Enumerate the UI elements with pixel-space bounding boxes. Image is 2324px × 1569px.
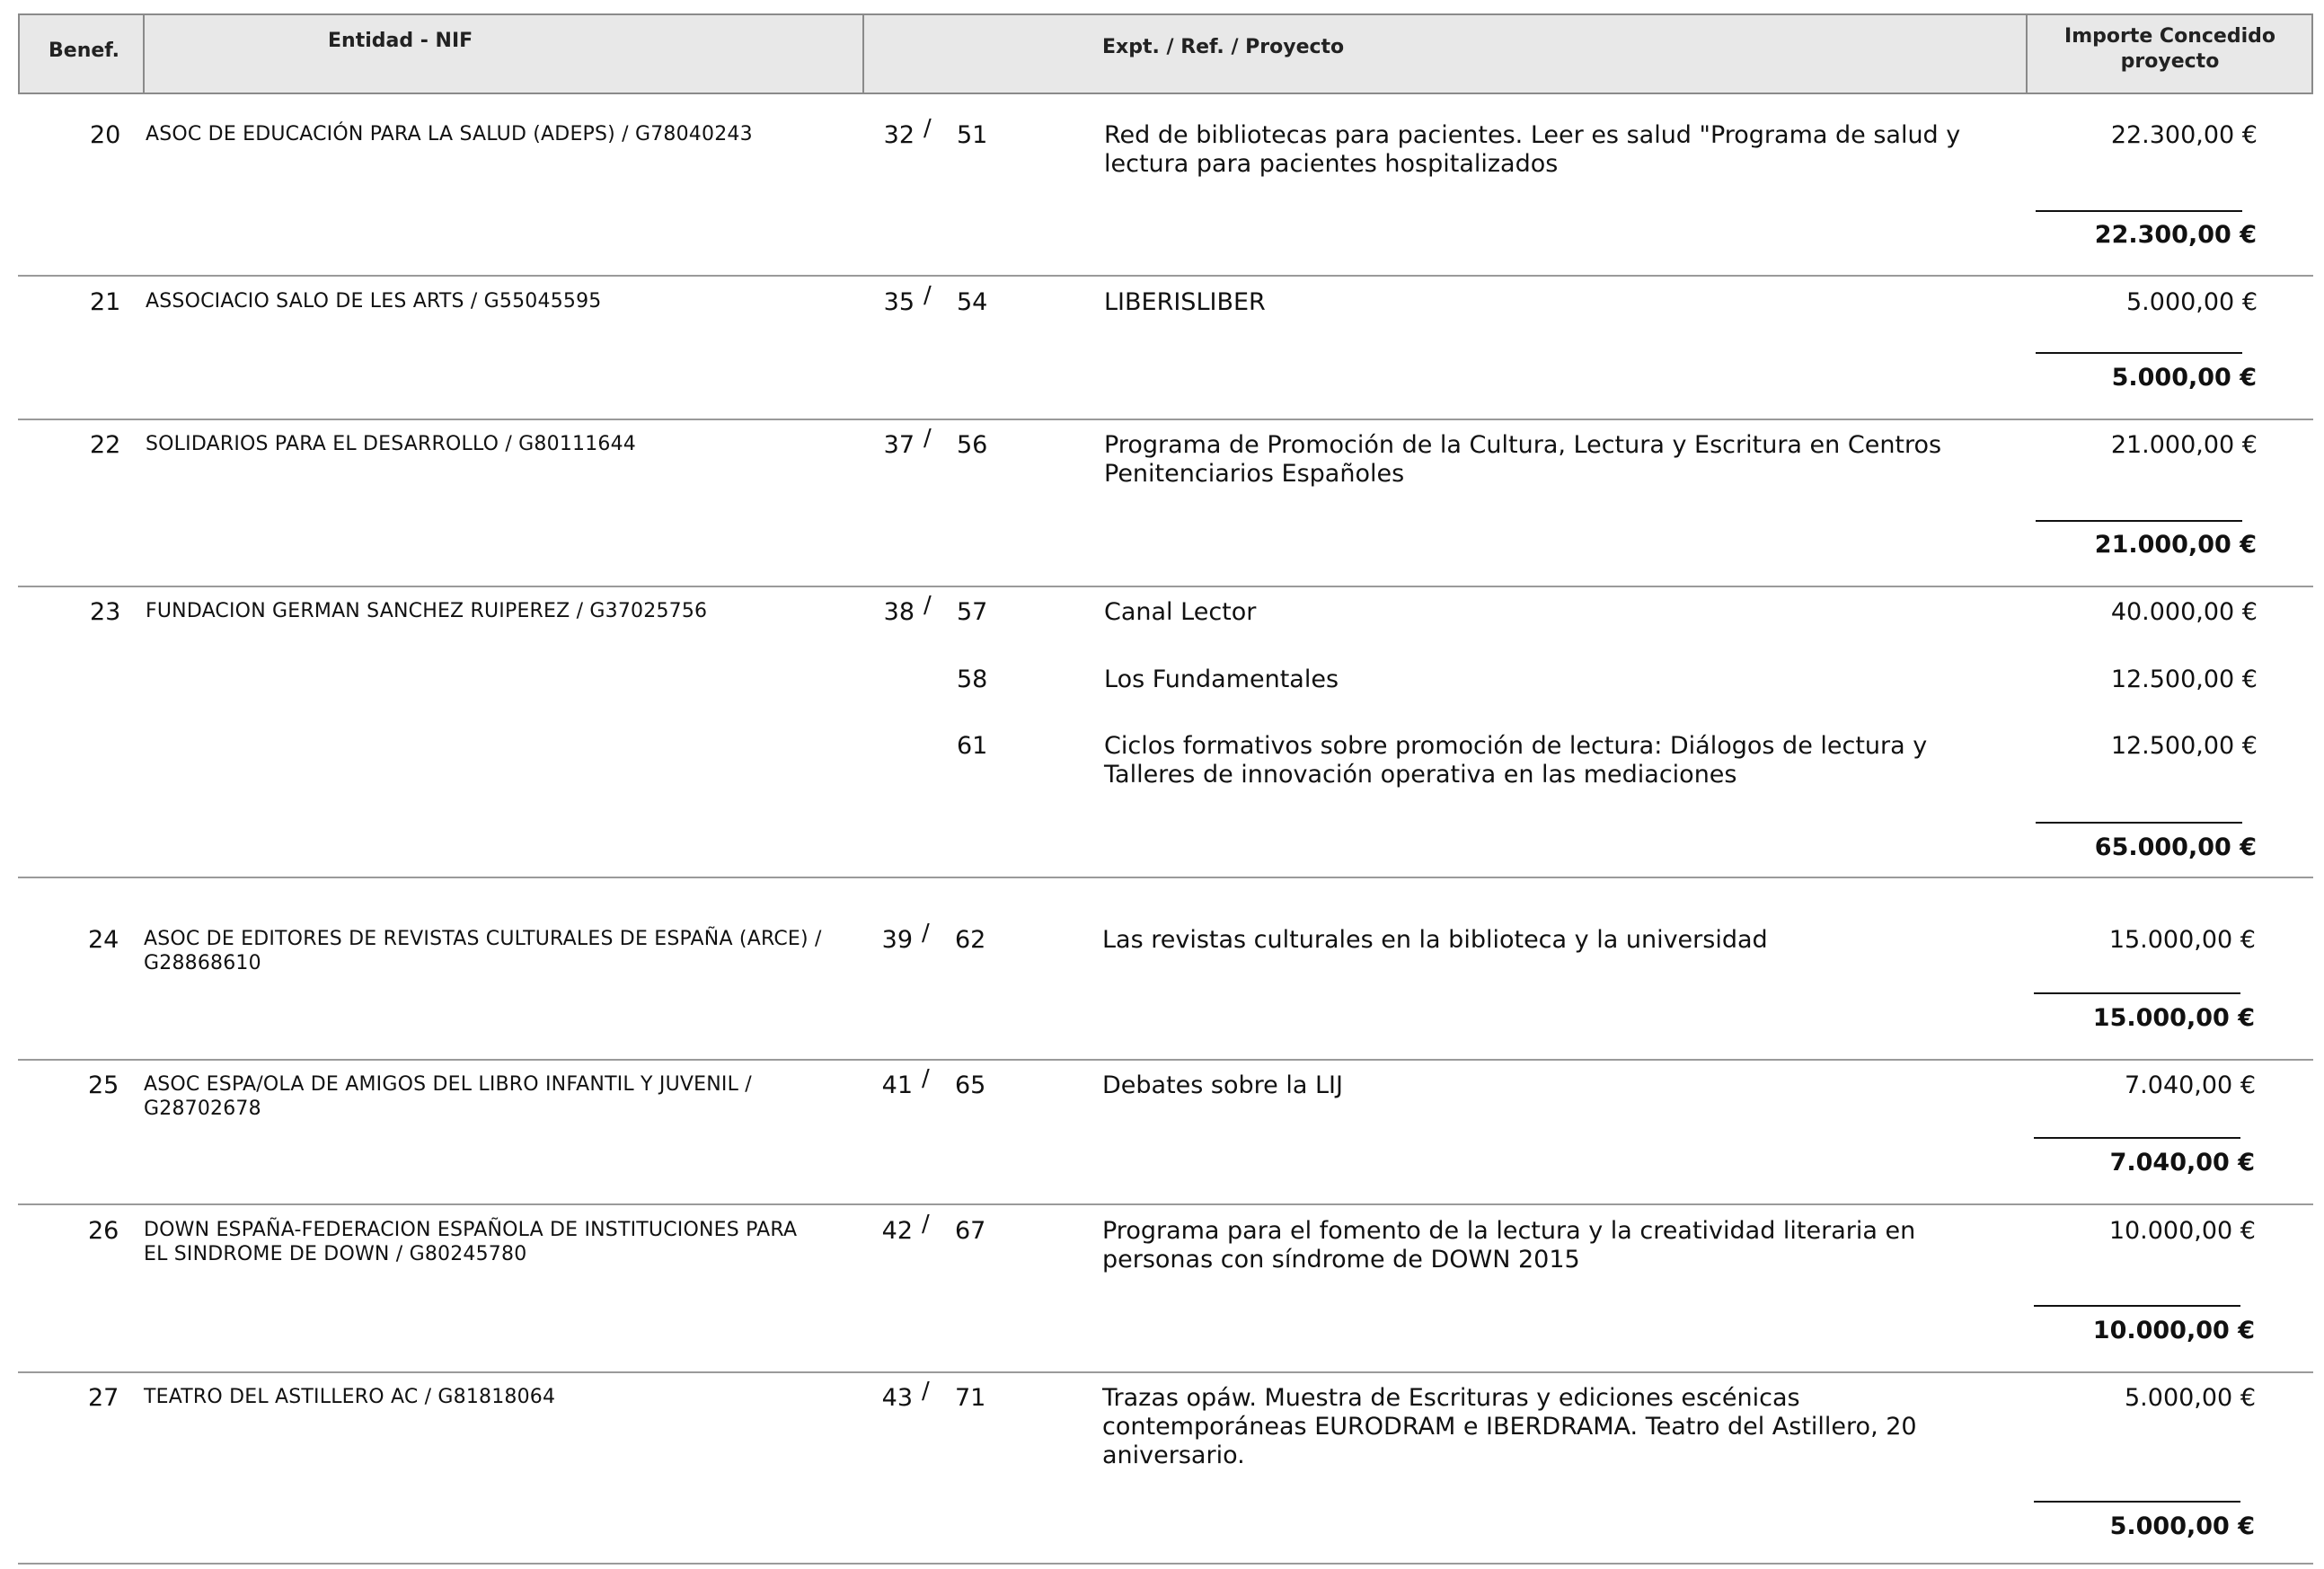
row-divider [18,586,2313,587]
header-importe-line1: Importe Concedido [2064,25,2275,48]
row-divider [18,1059,2313,1061]
ref-number: 62 [955,926,986,954]
benef-number: 24 [88,926,119,954]
beneficiary-total: 22.300,00 € [2094,221,2257,249]
expt-number: 43 [881,1384,913,1412]
project-amount: 12.500,00 € [2110,732,2258,760]
project-title: Red de bibliotecas para pacientes. Leer es salud "Programa de salud y lectura para pacientes hospitalizados [1104,121,1961,178]
project-amount: 21.000,00 € [2110,431,2258,459]
project-amount: 12.500,00 € [2110,666,2258,693]
beneficiary-total: 10.000,00 € [2092,1317,2255,1344]
project-title: Programa para el fomento de la lectura y la creatividad literaria en personas con síndrome de DOWN 2015 [1102,1217,1916,1274]
ref-number: 71 [955,1384,986,1412]
beneficiary-total: 15.000,00 € [2092,1004,2255,1032]
row-divider [18,877,2313,878]
subtotal-underline [2034,1501,2240,1503]
project-amount: 15.000,00 € [2108,926,2256,954]
benef-number: 22 [90,431,121,459]
project-title: Trazas opáw. Muestra de Escrituras y ediciones escénicas contemporáneas EURODRAM e IBERDRAMA. Teatro del Astillero, 20 aniversario. [1102,1384,1917,1469]
project-amount: 40.000,00 € [2110,598,2258,626]
expt-number: 42 [881,1217,913,1245]
header-benef: Benef. [49,40,119,62]
ref-number: 56 [957,431,988,459]
expt-number: 35 [883,288,915,316]
ref-number: 67 [955,1217,986,1245]
beneficiary-total: 5.000,00 € [2111,364,2257,392]
row-divider [18,1563,2313,1565]
subtotal-underline [2036,210,2242,212]
header-entidad: Entidad - NIF [328,30,473,52]
ref-number: 57 [957,598,988,626]
header-separator [143,15,145,93]
expt-number: 37 [883,431,915,459]
project-amount: 5.000,00 € [2125,1384,2256,1412]
project-title: Las revistas culturales en la biblioteca y la universidad [1102,926,1768,954]
entidad-nif: ASOC ESPA/OLA DE AMIGOS DEL LIBRO INFANTIL Y JUVENIL / G28702678 [144,1073,752,1120]
ref-number: 65 [955,1071,986,1099]
beneficiary-total: 7.040,00 € [2109,1149,2255,1177]
expt-slash: / [923,592,932,619]
benef-number: 26 [88,1217,119,1245]
expt-slash: / [922,1211,930,1238]
project-amount: 7.040,00 € [2125,1071,2256,1099]
beneficiary-total: 65.000,00 € [2094,833,2257,861]
ref-number: 54 [957,288,988,316]
expt-slash: / [923,115,932,142]
subtotal-underline [2036,352,2242,354]
beneficiary-total: 5.000,00 € [2109,1512,2255,1540]
project-title: Los Fundamentales [1104,666,1339,693]
project-title: LIBERISLIBER [1104,288,1266,316]
project-title: Debates sobre la LIJ [1102,1071,1343,1099]
expt-number: 41 [881,1071,913,1099]
benef-number: 25 [88,1071,119,1099]
project-amount: 10.000,00 € [2108,1217,2256,1245]
entidad-nif: ASSOCIACIO SALO DE LES ARTS / G55045595 [146,290,602,313]
entidad-nif: SOLIDARIOS PARA EL DESARROLLO / G80111644 [146,433,636,455]
header-separator [2026,15,2028,93]
entidad-nif: ASOC DE EDITORES DE REVISTAS CULTURALES DE ESPAÑA (ARCE) / G28868610 [144,928,822,974]
expt-slash: / [922,1065,930,1092]
expt-slash: / [922,920,930,947]
benef-number: 23 [90,598,121,626]
project-amount: 5.000,00 € [2126,288,2258,316]
expt-slash: / [922,1378,930,1405]
project-amount: 22.300,00 € [2110,121,2258,149]
row-divider [18,275,2313,277]
header-separator [862,15,864,93]
subtotal-underline [2036,822,2242,824]
header-expt-ref-proyecto: Expt. / Ref. / Proyecto [1102,36,1345,58]
ref-number: 51 [957,121,988,149]
subtotal-underline [2034,1137,2240,1139]
subtotal-underline [2034,1305,2240,1307]
entidad-nif: FUNDACION GERMAN SANCHEZ RUIPEREZ / G37025756 [146,600,708,622]
ref-number: 58 [957,666,988,693]
project-title: Canal Lector [1104,598,1257,626]
project-title: Programa de Promoción de la Cultura, Lectura y Escritura en Centros Penitenciarios Españoles [1104,431,1942,488]
beneficiary-total: 21.000,00 € [2094,531,2257,559]
expt-slash: / [923,425,932,452]
expt-number: 32 [883,121,915,149]
row-divider [18,1371,2313,1373]
entidad-nif: ASOC DE EDUCACIÓN PARA LA SALUD (ADEPS) / G78040243 [146,123,753,145]
benef-number: 27 [88,1384,119,1412]
header-importe-line2: proyecto [2120,50,2220,73]
project-title: Ciclos formativos sobre promoción de lectura: Diálogos de lectura y Talleres de innovación operativa en las mediaciones [1104,732,1928,789]
entidad-nif: TEATRO DEL ASTILLERO AC / G81818064 [144,1386,556,1408]
table-header [18,13,2313,94]
expt-number: 39 [881,926,913,954]
subtotal-underline [2034,992,2240,994]
benef-number: 20 [90,121,121,149]
row-divider [18,1203,2313,1205]
row-divider [18,419,2313,420]
subtotal-underline [2036,520,2242,522]
header-importe [2028,24,2311,75]
expt-slash: / [923,282,932,309]
ref-number: 61 [957,732,988,760]
expt-number: 38 [883,598,915,626]
benef-number: 21 [90,288,121,316]
entidad-nif: DOWN ESPAÑA-FEDERACION ESPAÑOLA DE INSTITUCIONES PARA EL SINDROME DE DOWN / G80245780 [144,1219,798,1265]
